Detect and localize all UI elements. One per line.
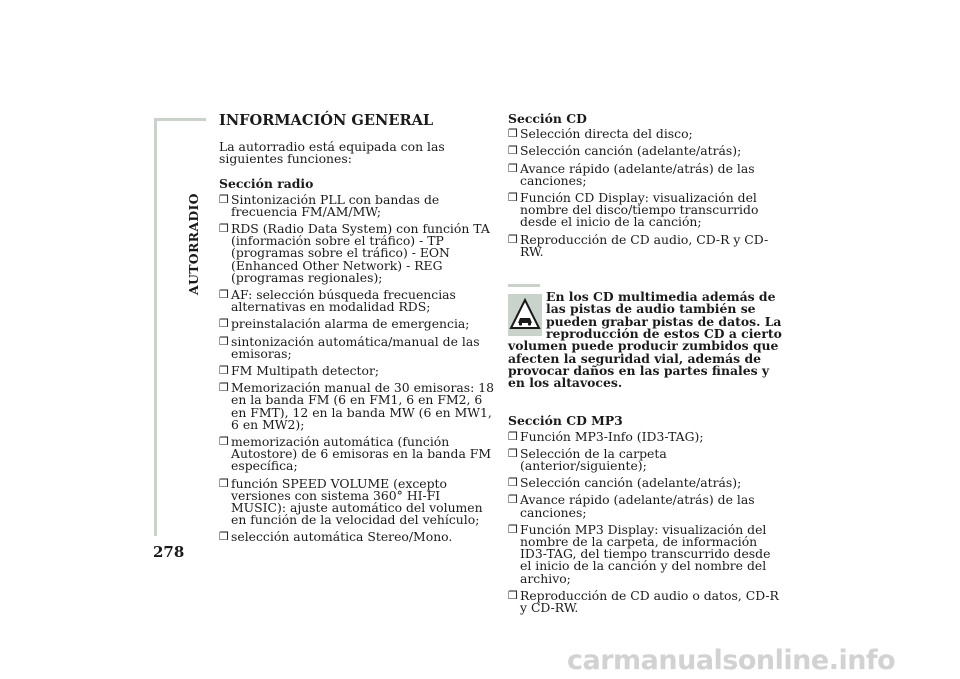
radio-section-heading: Sección radio [219, 176, 314, 192]
checkbox-bullet-icon: ❒ [508, 429, 518, 443]
list-item-text: Reproducción de CD audio o datos, CD-R y CD-RW. [520, 587, 779, 616]
cd-section-heading: Sección CD [508, 111, 587, 126]
checkbox-bullet-icon: ❒ [219, 364, 229, 378]
list-item [219, 333, 497, 361]
warning-car-triangle-icon [508, 294, 542, 336]
list-item [219, 223, 497, 284]
list-item-text: FM Multipath detector; [231, 363, 380, 379]
list-item [508, 160, 784, 188]
checkbox-bullet-icon: ❒ [219, 530, 229, 544]
list-item-text: Sintonización PLL con bandas de frecuencia FM/AM/MW; [231, 191, 440, 219]
mp3-feature-list [508, 428, 784, 616]
checkbox-bullet-icon: ❒ [508, 588, 518, 602]
checkbox-bullet-icon: ❒ [508, 144, 518, 158]
checkbox-bullet-icon: ❒ [219, 192, 229, 206]
checkbox-bullet-icon: ❒ [219, 334, 229, 348]
list-item [219, 318, 497, 330]
list-item [508, 428, 784, 444]
list-item [219, 365, 497, 377]
left-column [219, 113, 497, 549]
list-item-text: Selección de la carpeta (anterior/siguiente); [520, 445, 667, 474]
list-item-text: AF: selección búsqueda frecuencias alternativas en modalidad RDS; [231, 287, 456, 315]
checkbox-bullet-icon: ❒ [219, 222, 229, 236]
checkbox-bullet-icon: ❒ [508, 127, 518, 141]
list-item-text: Selección canción (adelante/atrás); [520, 143, 742, 159]
list-item [508, 128, 784, 140]
checkbox-bullet-icon: ❒ [508, 191, 518, 205]
mp3-section-heading: Sección CD MP3 [508, 413, 623, 429]
intro-paragraph: La autorradio está equipada con las siguientes funciones: [219, 139, 445, 167]
list-item-text: Selección canción (adelante/atrás); [520, 475, 742, 491]
list-item [508, 477, 784, 489]
list-item-text: Función MP3 Display: visualización del nombre de la carpeta, de información ID3-TAG, del tiempo transcurrido desde el inicio de la canción y del nombre del archivo; [520, 521, 771, 586]
list-item-text: sintonización automática/manual de las emisoras; [231, 333, 480, 361]
list-item-text: Memorización manual de 30 emisoras: 18 en la banda FM (6 en FM1, 6 en FM2, 6 en FMT), 12 en la banda MW (6 en MW1, 6 en MW2); [231, 380, 495, 432]
list-item [219, 191, 497, 219]
list-item [219, 289, 497, 313]
list-item-text: Reproducción de CD audio, CD-R y CD-RW. [520, 231, 769, 259]
warning-rule [508, 284, 540, 287]
list-item-text: RDS (Radio Data System) con función TA (información sobre el tráfico) - TP (programas sobre el tráfico) - EON (Enhanced Other Network) - REG (programas regionales); [231, 221, 490, 285]
checkbox-bullet-icon: ❒ [508, 476, 518, 490]
page-number: 278 [153, 543, 185, 561]
warning-box [508, 284, 784, 389]
watermark: carmanualsonline.info [567, 645, 896, 676]
right-column [508, 113, 784, 619]
list-item [219, 475, 497, 528]
checkbox-bullet-icon: ❒ [219, 288, 229, 302]
checkbox-bullet-icon: ❒ [219, 317, 229, 331]
sidebar-rule [154, 120, 157, 536]
radio-feature-list [219, 191, 497, 545]
list-item [219, 382, 497, 431]
list-item [219, 531, 497, 543]
list-item [508, 231, 784, 259]
list-item [508, 521, 784, 586]
checkbox-bullet-icon: ❒ [508, 161, 518, 175]
list-item-text: función SPEED VOLUME (excepto versiones con sistema 360° HI-FI MUSIC): ajuste automático del volumen en función de la velocidad del vehículo; [231, 475, 483, 528]
list-item-text: Avance rápido (adelante/atrás) de las canciones; [520, 160, 755, 188]
page-title: INFORMACIÓN GENERAL [219, 112, 434, 129]
list-item-text: Selección directa del disco; [520, 126, 693, 142]
checkbox-bullet-icon: ❒ [219, 381, 229, 395]
list-item-text: selección automática Stereo/Mono. [231, 529, 453, 545]
list-item-text: Función CD Display: visualización del nombre del disco/tiempo transcurrido desde el inicio de la canción; [520, 190, 759, 230]
list-item-text: memorización automática (función Autostore) de 6 emisoras en la banda FM específica; [231, 434, 492, 474]
list-item-text: Función MP3-Info (ID3-TAG); [520, 428, 704, 444]
sidebar-rule-top [154, 118, 206, 121]
cd-feature-list [508, 128, 784, 258]
checkbox-bullet-icon: ❒ [219, 476, 229, 490]
list-item [508, 587, 784, 616]
checkbox-bullet-icon: ❒ [508, 522, 518, 536]
checkbox-bullet-icon: ❒ [508, 493, 518, 507]
checkbox-bullet-icon: ❒ [508, 446, 518, 460]
warning-text: En los CD multimedia además de las pistas de audio también se pueden grabar pistas de datos. La reproducción de estos CD a cierto volumen puede producir zumbidos que afecten la seguridad vial, además de provocar daños en las partes finales y en los altavoces. [508, 289, 782, 391]
list-item [508, 192, 784, 229]
list-item [508, 494, 784, 518]
checkbox-bullet-icon: ❒ [508, 232, 518, 246]
list-item-text: Avance rápido (adelante/atrás) de las canciones; [520, 492, 755, 520]
list-item-text: preinstalación alarma de emergencia; [231, 316, 470, 332]
section-label: AUTORRADIO [186, 193, 201, 295]
list-item [508, 145, 784, 157]
list-item [219, 436, 497, 473]
list-item [508, 445, 784, 474]
checkbox-bullet-icon: ❒ [219, 435, 229, 449]
